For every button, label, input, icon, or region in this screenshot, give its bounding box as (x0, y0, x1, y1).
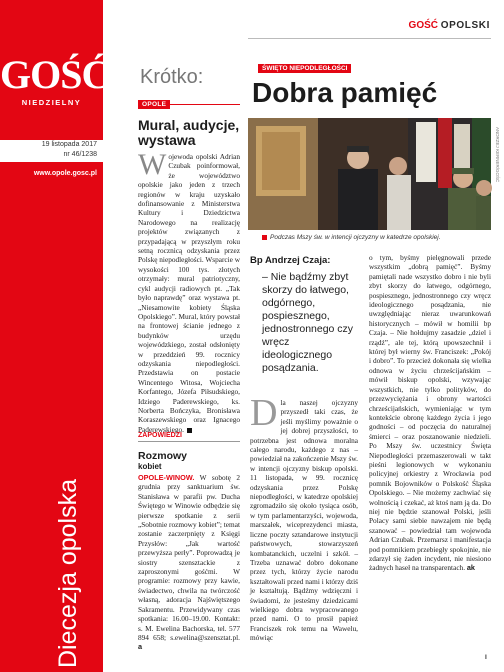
gosc-logo: GOŚĆ (0, 52, 110, 97)
website-link[interactable]: www.opole.gosc.pl (33, 170, 97, 177)
red-masthead-band (0, 0, 110, 672)
edition-header (409, 20, 490, 31)
announcement-signature: a (138, 642, 143, 652)
announcement-headline: Rozmowy (138, 450, 188, 462)
article-col1-text: la naszej ojczyzny przyszedł taki czas, że jeśli myślimy poważnie o jej dobrej przyszłości, to potrzebna jest odnowa moralna całego narodu, każdego z nas – powiedział na zakończenie Mszy św. w intencji ojczyzny biskup opolski. 11 listopada, w 99. rocznicę odzyskania przez Polskę niepodległości, w katedrze opolskiej zgromadziło się około tysiąca osób, w tym parlamentarzyści, wojewoda, marszałek, wiceprezydenci miasta, liczne poczty sztandarowe instytucji państwowych, stowarzyszeń kombatanckich, uczelni i szkół. – Trzeba uznawać dobro dokonane przez tych, którzy życie narodu kształtowali przed nami i którzy dziś je kształtują. Bądźmy wdzięczni i świadomi, że jesteśmy dziedzicami wielkiego dobra wypracowanego przed nami. O to prosił papież Franciszek rok temu na Wawelu, mówiąc (250, 398, 358, 643)
announcement-text: W sobotę 2 grudnia przy sanktuarium św. Stanisława w parafii pw. Ducha Świętego w Winowie odbędzie się pierwsze spotkanie z serii „Sobotnie rozmowy kobiet”; temat zostanie zaczerpnięty z Księgi Przysłów: „Jak wartość przewyższa perły”. Poprowadzą je siostry szensztackie z zaproszonymi gośćmi. W programie: rozmowy przy kawie, świadectwo, chwila na twórczość własną, adoracja Najświętszego Sakramentu. Przewidywany czas spotkania: 16.00–19.00. Kontakt: s. M. Ewelina Bachorska, tel. 577 894 658; s.ewelina@szensztat.pl. (138, 473, 240, 642)
article-column-2 (369, 253, 491, 645)
photo-caption (262, 234, 487, 241)
news-headline: Mural, audycje, wystawa (138, 117, 240, 148)
pull-quote: – Nie bądźmy zbyt skorzy do łatwego, odgórnego, pospiesznego, jednostronnego czy wręcz ideologicznego posądzania. (262, 271, 354, 374)
tag-announcements: ZAPOWIEDZI (138, 432, 182, 439)
article-column-1 (250, 392, 358, 643)
announcement-place: OPOLE-WINOW. (138, 473, 195, 482)
announcements-rule (138, 441, 240, 442)
article-col2-text: o tym, byśmy pielęgnowali przede wszystkim „dobrą pamięć”. Byśmy pamiętali nade wszystko dobro i nie byli zbyt skorzy do łatwego, odgórnego, pospiesznego, jednostronnego czy wręcz ideologicznego posądzania, nie uwzględniając nieraz uwarunkowań historycznych – mówił w homilii bp Czaja. – Nie hołdujmy zasadzie „dziel i rządź”, ale tej, którą upowszechnił i której był wierny św. Franciszek: „Pokój i dobro”. To przecież dokonała się wielka odnowa w życiu chrześcijańskim – mówił biskup opolski, wzywając wszystkich, nie tylko polityków, do przezwyciężania i obrony wartości chrześcijańskich, wymieniając w tym kontekście obronę każdego życia i jego godności – od poczęcia do naturalnej śmierci – oraz poszanowanie niedzieli. Po Mszy św. uczestnicy Święta Niepodległości przemaszerowali w takt pieśni legionowych w wykonaniu policyjnej orkiestry z Wrocławia pod pomnik Bojowników o Polskość Śląska Opolskiego. – Nie możemy zachwiać się wolnością i czekać, aż ktoś nam ją da. Do niej nie będzie szanował Polski, jeśli Polacy sami siebie nawzajem nie będą szanować – powiedział tam wojewoda Adrian Czubak. Przemarsz i manifestacja pod pomnikiem przebiegły spokojnie, nie zdarzył się żaden incydent, nie niesiono żadnych haseł na transparentach. (369, 253, 491, 573)
news-body (138, 148, 240, 434)
article-signature: ak (466, 563, 475, 573)
news-text: ojewoda opolski Adrian Czubak poinformował, że województwo opolskie jako jeden z trzech regionów w kraju uzyskało dofinansowanie z Ministerstwa Kultury i Dziedzictwa Narodowego na realizację projektów związanych z przypadającą w przyszłym roku setną rocznicą odzyskania przez Polskę niepodległości. Wsparcie w wysokości 100 tys. złotych otrzymały: mural patriotyczny, cykl audycji radiowych pt. „Tak było naprawdę” oraz wystawa pt. „Niesamowite kobiety Śląska Opolskiego”. Mural, który powstał na frontowej ścianie jednego z budynków urzędu wojewódzkiego, został odsłonięty w przeddzień 99. rocznicy odzyskania niepodległości. Przedstawia on postacie Wincentego Witosa, Wojciecha Korfantego, Józefa Piłsudskiego, Idziego Paderewskiego, ks. Norberta Bończyka, Bronisława Koraszewskiego oraz Ignacego Paderewskiego. (138, 152, 240, 434)
diocese-vertical-title: Diecezja opolska (54, 479, 82, 668)
header-edition: OPOLSKI (440, 20, 490, 31)
issue-number: nr 46/1238 (63, 151, 97, 158)
header-brand: GOŚĆ (408, 20, 438, 31)
section-title: Krótko: (140, 66, 204, 88)
header-rule (248, 38, 491, 39)
article-photo (248, 118, 491, 230)
article-kicker: ŚWIĘTO NIEPODLEGŁOŚCI (258, 64, 351, 73)
photo-illustration (248, 118, 491, 230)
issue-date: 19 listopada 2017 (41, 141, 97, 148)
caption-marker (262, 235, 267, 240)
news-dropcap: W (138, 148, 167, 181)
article-title: Dobra pamięć (252, 77, 438, 108)
photo-credit: ANDRZEJ KERNER/GOŚĆ (495, 127, 500, 183)
logo-subtitle: NIEDZIELNY (21, 98, 82, 107)
page-number: I (485, 654, 487, 661)
announcement-headline-2: kobiet (138, 462, 162, 471)
tag-opole: OPOLE (138, 100, 170, 109)
quote-author: Bp Andrzej Czaja: (250, 255, 331, 266)
announcement-body (138, 473, 240, 651)
end-mark (187, 428, 192, 433)
article-dropcap: D (250, 392, 278, 434)
caption-text: Podczas Mszy św. w intencji ojczyzny w katedrze opolskiej. (270, 234, 441, 241)
